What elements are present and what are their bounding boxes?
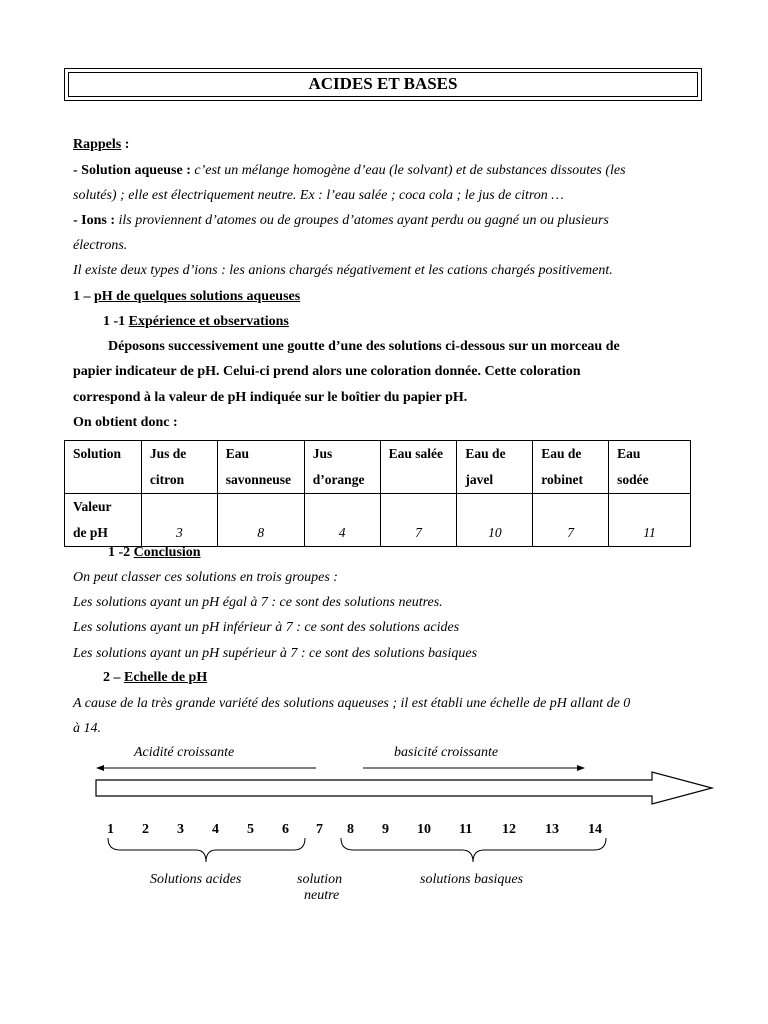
table-header-cell: Eau de robinet [533,441,609,494]
ph-value-cell: 7 [380,494,457,547]
solution-def-part1: c’est un mélange homogène d’eau (le solvant) et de substances dissoutes (les [190,163,626,178]
section1-title: pH de quelques solutions aqueuses [94,289,301,304]
table-header-cell: Jus de citron [141,441,217,494]
table-header-cell: Solution [65,441,142,494]
subsection-1-2-title: Conclusion [133,545,201,560]
ph-value-cell: 10 [457,494,533,547]
rappels-colon: : [121,137,130,152]
experiment-para-line3: correspond à la valeur de pH indiquée sur le boîtier du papier pH. [73,390,468,405]
subsection-1-1-number: 1 -1 [103,314,129,329]
obtain-line: On obtient donc : [73,415,178,430]
scale-number: 10 [417,822,431,837]
ph-value-cell: 7 [533,494,609,547]
scale-number: 1 [107,822,114,837]
neutral-label-line2: neutre [304,888,340,903]
scale-number: 11 [459,822,473,837]
subsection-1-2-number: 1 -2 [108,545,134,560]
basic-solutions-label: solutions basiques [420,872,524,887]
table-header-cell: Eau salée [380,441,457,494]
scale-number: 6 [282,822,289,837]
section1-number: 1 – [73,289,94,304]
solution-def-line2: solutés) ; elle est électriquement neutre. Ex : l’eau salée ; coca cola ; le jus de citron … [73,188,564,203]
basicity-label: basicité croissante [394,745,499,760]
basic-brace [341,838,606,862]
acidity-arrow [96,765,316,771]
table-header-cell: Jus d’orange [304,441,380,494]
scale-number: 9 [382,822,389,837]
ions-term: - Ions : [73,213,116,228]
ions-def-line2: électrons. [73,238,128,253]
scale-number: 13 [545,822,559,837]
scale-number: 2 [142,822,149,837]
scale-number: 4 [212,822,219,837]
ph-value-cell: 8 [217,494,304,547]
ph-scale-arrow [96,772,712,804]
section2-title: Echelle de pH [124,670,208,685]
ions-def-part1: ils proviennent d’atomes ou de groupes d’atomes ayant perdu ou gagné un ou plusieurs [115,213,609,228]
acidity-label: Acidité croissante [134,745,235,760]
section2-number: 2 – [103,670,124,685]
scale-number: 8 [347,822,354,837]
table-header-cell: Eau de javel [457,441,533,494]
scale-number: 12 [502,822,516,837]
section2-text-line1: A cause de la très grande variété des solutions aqueuses ; il est établi une échelle de pH allant de 0 [73,696,631,711]
ph-value-cell: 3 [141,494,217,547]
scale-number: 7 [316,822,323,837]
acid-brace [108,838,305,862]
ions-types-line: Il existe deux types d’ions : les anions chargés négativement et les cations chargés positivement. [73,263,613,278]
conclusion-line1: On peut classer ces solutions en trois groupes : [73,570,338,585]
subsection-1-1-title: Expérience et observations [128,314,289,329]
basicity-arrow [363,765,585,771]
acid-solutions-label: Solutions acides [150,872,242,887]
scale-number: 5 [247,822,254,837]
neutral-label-line1: solution [297,872,343,887]
scale-number: 14 [588,822,602,837]
experiment-para-line2: papier indicateur de pH. Celui-ci prend alors une coloration donnée. Cette coloration [73,364,581,379]
row-label-cell: Valeur de pH [65,494,142,547]
ph-value-cell: 4 [304,494,380,547]
table-header-cell: Eau savonneuse [217,441,304,494]
section2-text-line2: à 14. [73,721,101,736]
ph-value-cell: 11 [609,494,691,547]
experiment-para-line1: Déposons successivement une goutte d’une des solutions ci-dessous sur un morceau de [108,339,620,354]
scale-number: 3 [177,822,184,837]
table-header-cell: Eau sodée [609,441,691,494]
rappels-heading: Rappels [73,137,122,152]
conclusion-line4: Les solutions ayant un pH supérieur à 7 : ce sont des solutions basiques [73,646,478,661]
solution-term: - Solution aqueuse : [73,163,191,178]
conclusion-line2: Les solutions ayant un pH égal à 7 : ce sont des solutions neutres. [73,595,443,610]
page-title: ACIDES ET BASES [308,74,458,93]
conclusion-line3: Les solutions ayant un pH inférieur à 7 : ce sont des solutions acides [73,620,460,635]
